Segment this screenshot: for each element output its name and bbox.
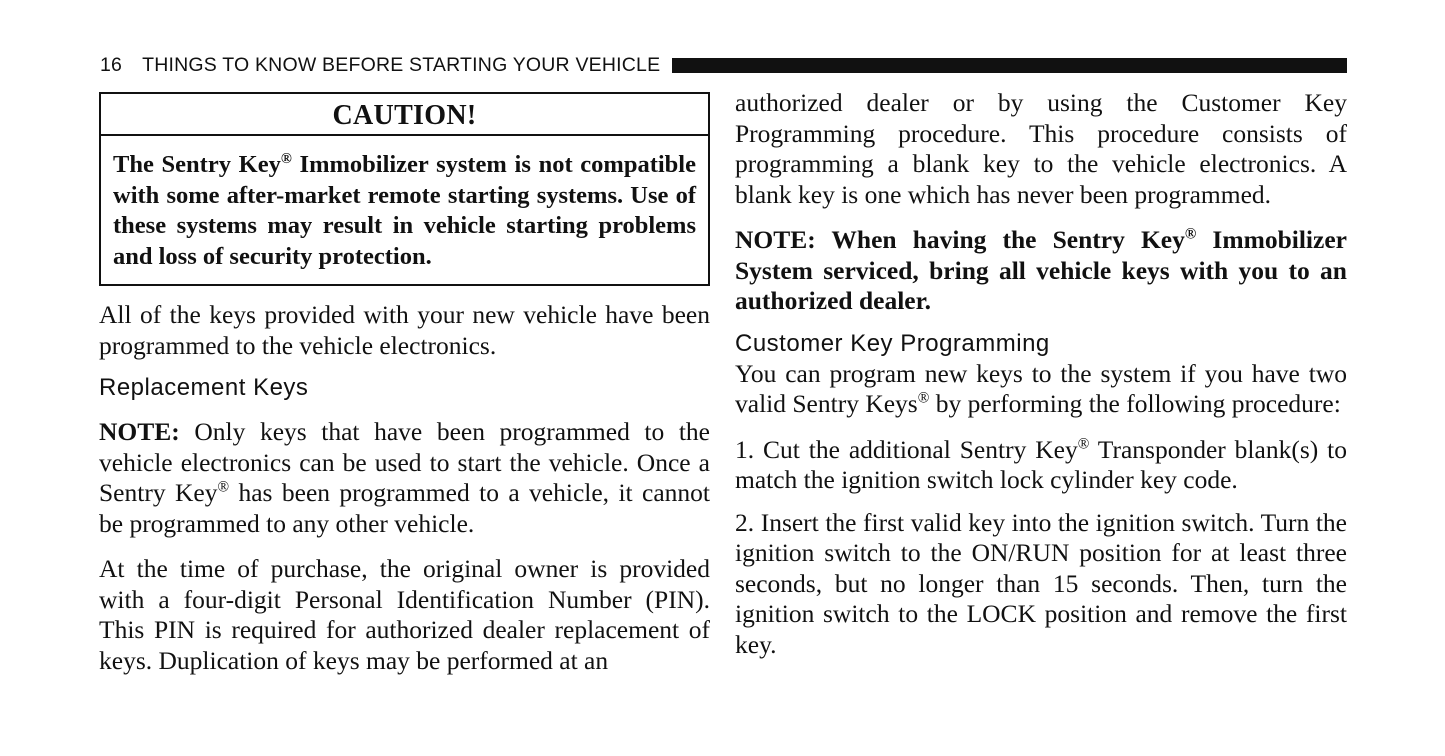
- registered-mark: ®: [917, 389, 930, 407]
- step-1: [735, 435, 1347, 496]
- caution-text-part: Immobilizer system is not compatible with some after-market remote starting systems. Use of these systems may result in vehicle starting problems and loss of security protection.: [113, 151, 696, 270]
- note-text-part: NOTE: When having the Sentry Key: [735, 225, 1185, 254]
- registered-mark: ®: [1077, 435, 1090, 452]
- customer-key-programming-heading: Customer Key Programming: [735, 329, 1050, 357]
- pin-paragraph: At the time of purchase, the original owner is provided with a four-digit Personal Identification Number (PIN). This PIN is required for authorized dealer replacement of keys. Duplication of keys may be performed at an: [99, 554, 710, 675]
- header-rule: [672, 58, 1347, 73]
- step-text-part: 1. Cut the additional Sentry Key: [735, 434, 1078, 464]
- caution-title: CAUTION!: [101, 94, 708, 136]
- program-intro-paragraph: [735, 359, 1347, 420]
- caution-text-part: The Sentry Key: [113, 151, 281, 178]
- page-number: 16: [100, 53, 123, 76]
- note-text-part: Only keys that have been programmed to the vehicle electronics can be used to start the vehicle. Once a Sentry Key: [99, 417, 710, 507]
- caution-text: [101, 136, 708, 284]
- left-column: [99, 88, 710, 676]
- note-text-part: has been programmed to a vehicle, it cannot be programmed to any other vehicle.: [99, 478, 710, 538]
- keys-programmed-paragraph: All of the keys provided with your new vehicle have been programmed to the vehicle electronics.: [99, 300, 710, 360]
- replacement-note: [99, 417, 710, 539]
- intro-text-part: You can program new keys to the system if you have two valid Sentry Keys: [735, 358, 1347, 418]
- page-header: [100, 52, 1347, 78]
- note-text-part: Immobilizer System serviced, bring all vehicle keys with you to an authorized dealer.: [735, 225, 1347, 315]
- step-text-part: Transponder blank(s) to match the ignition switch lock cylinder key code.: [735, 434, 1347, 494]
- service-note: [735, 225, 1347, 317]
- note-label: NOTE:: [99, 417, 180, 446]
- registered-mark: ®: [217, 478, 230, 496]
- caution-box: [99, 92, 710, 286]
- section-title: THINGS TO KNOW BEFORE STARTING YOUR VEHICLE: [142, 53, 661, 76]
- step-2: 2. Insert the first valid key into the ignition switch. Turn the ignition switch to the ON/RUN position for at least three seconds, but no longer than 15 seconds. Then, turn the ignition switch to the LOCK position and remove the first key.: [735, 507, 1347, 659]
- registered-mark: ®: [280, 150, 292, 167]
- continued-paragraph: authorized dealer or by using the Customer Key Programming procedure. This procedure consists of programming a blank key to the vehicle electronics. A blank key is one which has never been programmed.: [735, 88, 1347, 209]
- replacement-keys-heading: Replacement Keys: [99, 374, 309, 401]
- registered-mark: ®: [1184, 225, 1197, 243]
- right-column: [735, 88, 1347, 660]
- intro-text-part: by performing the following procedure:: [929, 389, 1341, 418]
